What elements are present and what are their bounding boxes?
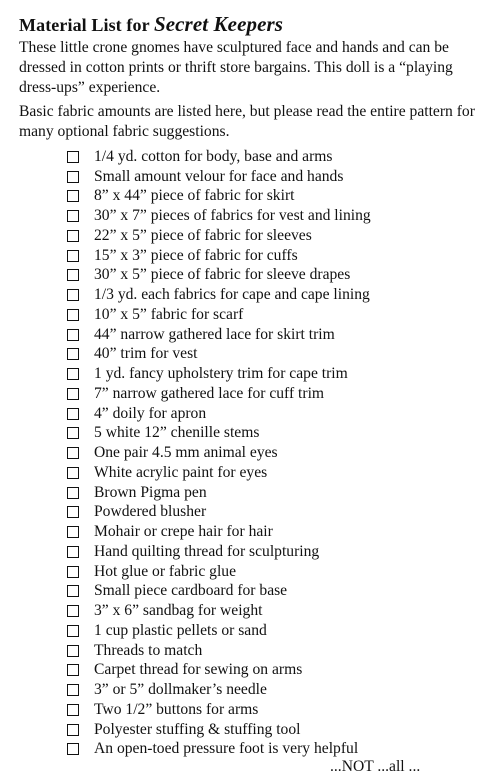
material-item <box>67 700 371 720</box>
materials-checklist <box>67 147 371 759</box>
material-item <box>67 720 371 740</box>
material-item <box>67 503 371 523</box>
material-item-label: 40” trim for vest <box>94 345 198 363</box>
material-item-label: White acrylic paint for eyes <box>94 463 268 481</box>
checkbox-icon <box>67 289 79 301</box>
material-item-label: Two 1/2” buttons for arms <box>94 700 259 718</box>
material-item <box>67 266 371 286</box>
checkbox-icon <box>67 408 79 420</box>
checkbox-icon <box>67 546 79 558</box>
page-title <box>19 12 283 37</box>
material-item-label: Threads to match <box>94 641 203 659</box>
material-item-label: 30” x 7” pieces of fabrics for vest and lining <box>94 207 371 225</box>
checkbox-icon <box>67 388 79 400</box>
material-item <box>67 542 371 562</box>
checkbox-icon <box>67 743 79 755</box>
pattern-name: Secret Keepers <box>153 12 284 36</box>
material-item <box>67 424 371 444</box>
material-item-label: 1 cup plastic pellets or sand <box>94 621 267 639</box>
material-item <box>67 443 371 463</box>
material-item <box>67 167 371 187</box>
material-item-label: 22” x 5” piece of fabric for sleeves <box>94 226 312 244</box>
checkbox-icon <box>67 585 79 597</box>
material-item <box>67 463 371 483</box>
material-item-label: 1/3 yd. each fabrics for cape and cape lining <box>94 286 370 304</box>
material-item-label: 3” x 6” sandbag for weight <box>94 602 263 620</box>
material-item-label: Brown Pigma pen <box>94 483 207 501</box>
material-item-label: 5 white 12” chenille stems <box>94 424 260 442</box>
checkbox-icon <box>67 171 79 183</box>
checkbox-icon <box>67 230 79 242</box>
material-item-label: 15” x 3” piece of fabric for cuffs <box>94 246 298 264</box>
material-item-label: One pair 4.5 mm animal eyes <box>94 444 278 462</box>
checkbox-icon <box>67 684 79 696</box>
material-item <box>67 680 371 700</box>
material-item <box>67 384 371 404</box>
checkbox-icon <box>67 348 79 360</box>
material-item <box>67 582 371 602</box>
material-item <box>67 187 371 207</box>
material-item-label: Mohair or crepe hair for hair <box>94 523 273 541</box>
checkbox-icon <box>67 704 79 716</box>
checkbox-icon <box>67 427 79 439</box>
material-item-label: Hot glue or fabric glue <box>94 562 237 580</box>
material-item <box>67 364 371 384</box>
checkbox-icon <box>67 368 79 380</box>
material-item <box>67 147 371 167</box>
material-item-label: An open-toed pressure foot is very helpful <box>94 740 359 758</box>
title-prefix: Material List for <box>19 15 150 35</box>
material-item-label: Small amount velour for face and hands <box>94 167 344 185</box>
checkbox-icon <box>67 625 79 637</box>
material-item-label: 1/4 yd. cotton for body, base and arms <box>94 147 333 165</box>
material-item <box>67 206 371 226</box>
material-item <box>67 562 371 582</box>
material-item-label: Polyester stuffing & stuffing tool <box>94 720 301 738</box>
material-item-label: 3” or 5” dollmaker’s needle <box>94 681 267 699</box>
checkbox-icon <box>67 309 79 321</box>
material-item-label: Powdered blusher <box>94 503 207 521</box>
fabric-note-paragraph: Basic fabric amounts are listed here, but please read the entire pattern for many optional fabric suggestions. <box>19 103 475 140</box>
material-item <box>67 522 371 542</box>
checkbox-icon <box>67 269 79 281</box>
material-item <box>67 483 371 503</box>
checkbox-icon <box>67 506 79 518</box>
material-item <box>67 621 371 641</box>
material-item <box>67 246 371 266</box>
material-item <box>67 740 371 760</box>
checkbox-icon <box>67 447 79 459</box>
material-item-label: 8” x 44” piece of fabric for skirt <box>94 187 295 205</box>
material-item <box>67 226 371 246</box>
checkbox-icon <box>67 190 79 202</box>
material-item <box>67 345 371 365</box>
checkbox-icon <box>67 526 79 538</box>
checkbox-icon <box>67 151 79 163</box>
checkbox-icon <box>67 487 79 499</box>
checkbox-icon <box>67 329 79 341</box>
checkbox-icon <box>67 724 79 736</box>
checkbox-icon <box>67 566 79 578</box>
checkbox-icon <box>67 250 79 262</box>
material-item-label: 30” x 5” piece of fabric for sleeve drapes <box>94 266 351 284</box>
material-item-label: Carpet thread for sewing on arms <box>94 661 303 679</box>
material-item <box>67 641 371 661</box>
checkbox-icon <box>67 467 79 479</box>
material-item <box>67 305 371 325</box>
checkbox-icon <box>67 664 79 676</box>
material-item <box>67 285 371 305</box>
material-item-label: 10” x 5” fabric for scarf <box>94 305 244 323</box>
checkbox-icon <box>67 645 79 657</box>
intro-paragraph: These little crone gnomes have sculptured face and hands and can be dressed in cotton prints or thrift store bargains. This doll is a “playing dress-ups” experience. <box>19 39 453 96</box>
material-item-label: 4” doily for apron <box>94 404 207 422</box>
material-item-label: Hand quilting thread for sculpturing <box>94 542 320 560</box>
material-item-label: 44” narrow gathered lace for skirt trim <box>94 325 335 343</box>
material-item <box>67 404 371 424</box>
material-item <box>67 661 371 681</box>
checkbox-icon <box>67 210 79 222</box>
checkbox-icon <box>67 605 79 617</box>
cut-off-text: ...NOT ...all ... <box>330 758 421 775</box>
material-item-label: Small piece cardboard for base <box>94 582 288 600</box>
material-item-label: 1 yd. fancy upholstery trim for cape trim <box>94 365 348 383</box>
material-item <box>67 601 371 621</box>
material-item-label: 7” narrow gathered lace for cuff trim <box>94 384 325 402</box>
material-item <box>67 325 371 345</box>
